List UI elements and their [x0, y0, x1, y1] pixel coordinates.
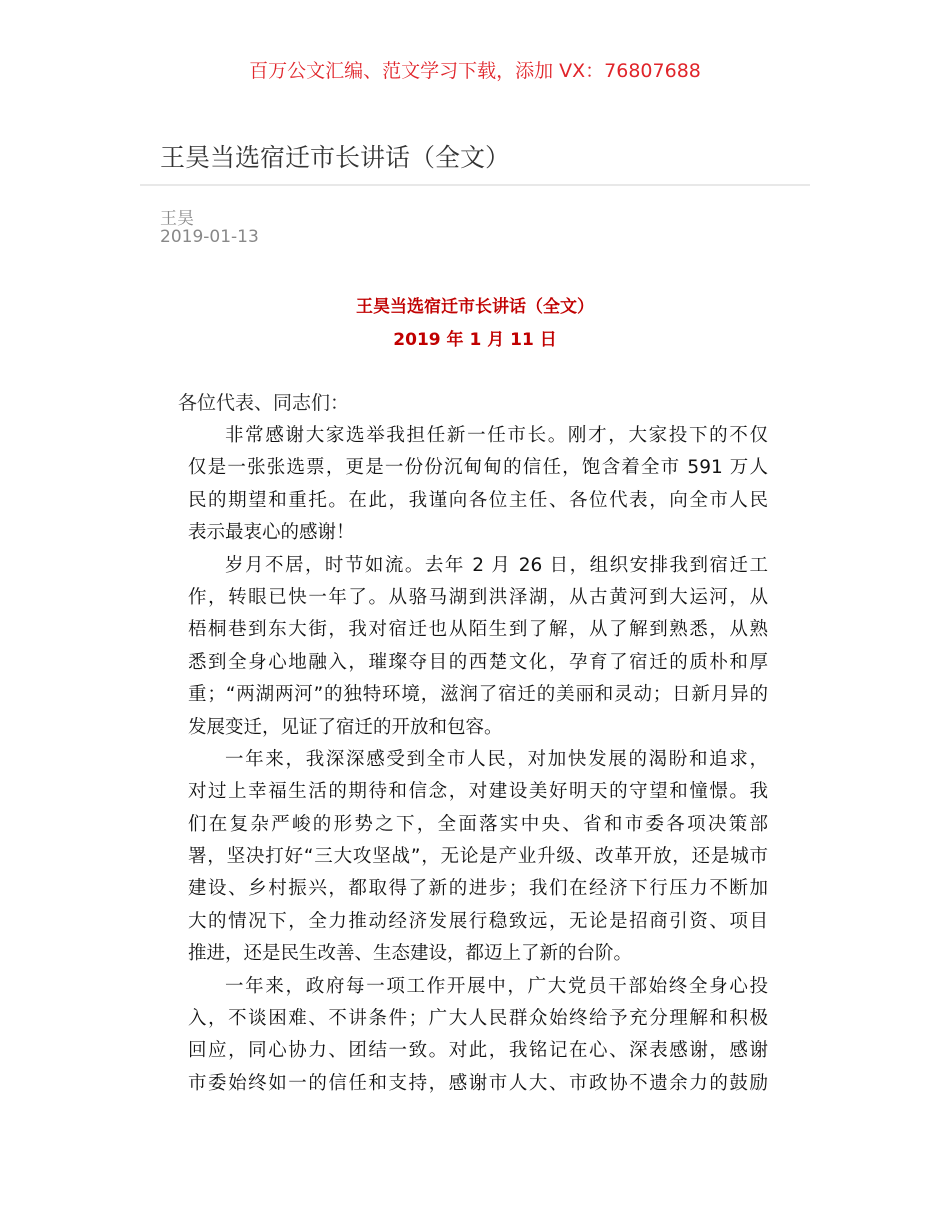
paragraph-line: 建设、乡村振兴，都取得了新的进步；我们在经济下行压力不断加	[188, 878, 768, 900]
paragraph-line: 大的情况下，全力推动经济发展行稳致远，无论是招商引资、项目	[188, 910, 768, 932]
paragraph-line: 们在复杂严峻的形势之下，全面落实中央、省和市委各项决策部	[188, 813, 768, 835]
document-title: 王昊当选宿迁市长讲话（全文）	[356, 297, 594, 317]
paragraph	[188, 971, 768, 1101]
paragraph-line: 入，不谈困难、不讲条件；广大人民群众始终给予充分理解和积极	[188, 1008, 768, 1030]
paragraph	[188, 420, 768, 550]
document-body	[188, 420, 768, 1100]
paragraph-line: 作，转眼已快一年了。从骆马湖到洪泽湖，从古黄河到大运河，从	[188, 586, 768, 608]
paragraph	[188, 744, 768, 971]
paragraph-line: 署，坚决打好“三大攻坚战”，无论是产业升级、改革开放，还是城市	[188, 846, 768, 868]
paragraph-line: 回应，同心协力、团结一致。对此，我铭记在心、深表感谢，感谢	[188, 1040, 768, 1062]
paragraph-line: 市委始终如一的信任和支持，感谢市人大、市政协不遗余力的鼓励	[188, 1072, 768, 1094]
paragraph-line: 仅是一张张选票，更是一份份沉甸甸的信任，饱含着全市 591 万人	[188, 457, 768, 479]
paragraph-line: 悉到全身心地融入，璀璨夺目的西楚文化，孕育了宿迁的质朴和厚	[188, 651, 768, 673]
paragraph-line: 一年来，政府每一项工作开展中，广大党员干部始终全身心投	[225, 975, 768, 997]
article-title: 王昊当选宿迁市长讲话（全文）	[160, 143, 511, 172]
paragraph-line: 梧桐巷到东大街，我对宿迁也从陌生到了解，从了解到熟悉，从熟	[188, 619, 768, 641]
paragraph-line: 表示最衷心的感谢！	[188, 522, 355, 544]
paragraph-line: 发展变迁，见证了宿迁的开放和包容。	[188, 716, 503, 738]
document-date: 2019 年 1 月 11 日	[393, 330, 557, 350]
greeting: 各位代表、同志们：	[178, 392, 350, 414]
divider	[140, 184, 810, 186]
article-date: 2019-01-13	[160, 227, 259, 247]
download-banner: 百万公文汇编、范文学习下载，添加 VX：76807688	[249, 60, 701, 82]
paragraph-line: 对过上幸福生活的期待和信念，对建设美好明天的守望和憧憬。我	[188, 781, 768, 803]
paragraph-line: 推进，还是民生改善、生态建设，都迈上了新的台阶。	[188, 943, 633, 965]
paragraph-line: 一年来，我深深感受到全市人民，对加快发展的渴盼和追求，	[225, 748, 768, 770]
article-author: 王昊	[160, 209, 194, 229]
paragraph	[188, 550, 768, 744]
paragraph-line: 民的期望和重托。在此，我谨向各位主任、各位代表，向全市人民	[188, 489, 768, 511]
paragraph-line: 岁月不居，时节如流。去年 2 月 26 日，组织安排我到宿迁工	[225, 554, 768, 576]
paragraph-line: 非常感谢大家选举我担任新一任市长。刚才，大家投下的不仅	[225, 425, 768, 446]
paragraph-line: 重；“两湖两河”的独特环境，滋润了宿迁的美丽和灵动；日新月异的	[188, 684, 768, 706]
